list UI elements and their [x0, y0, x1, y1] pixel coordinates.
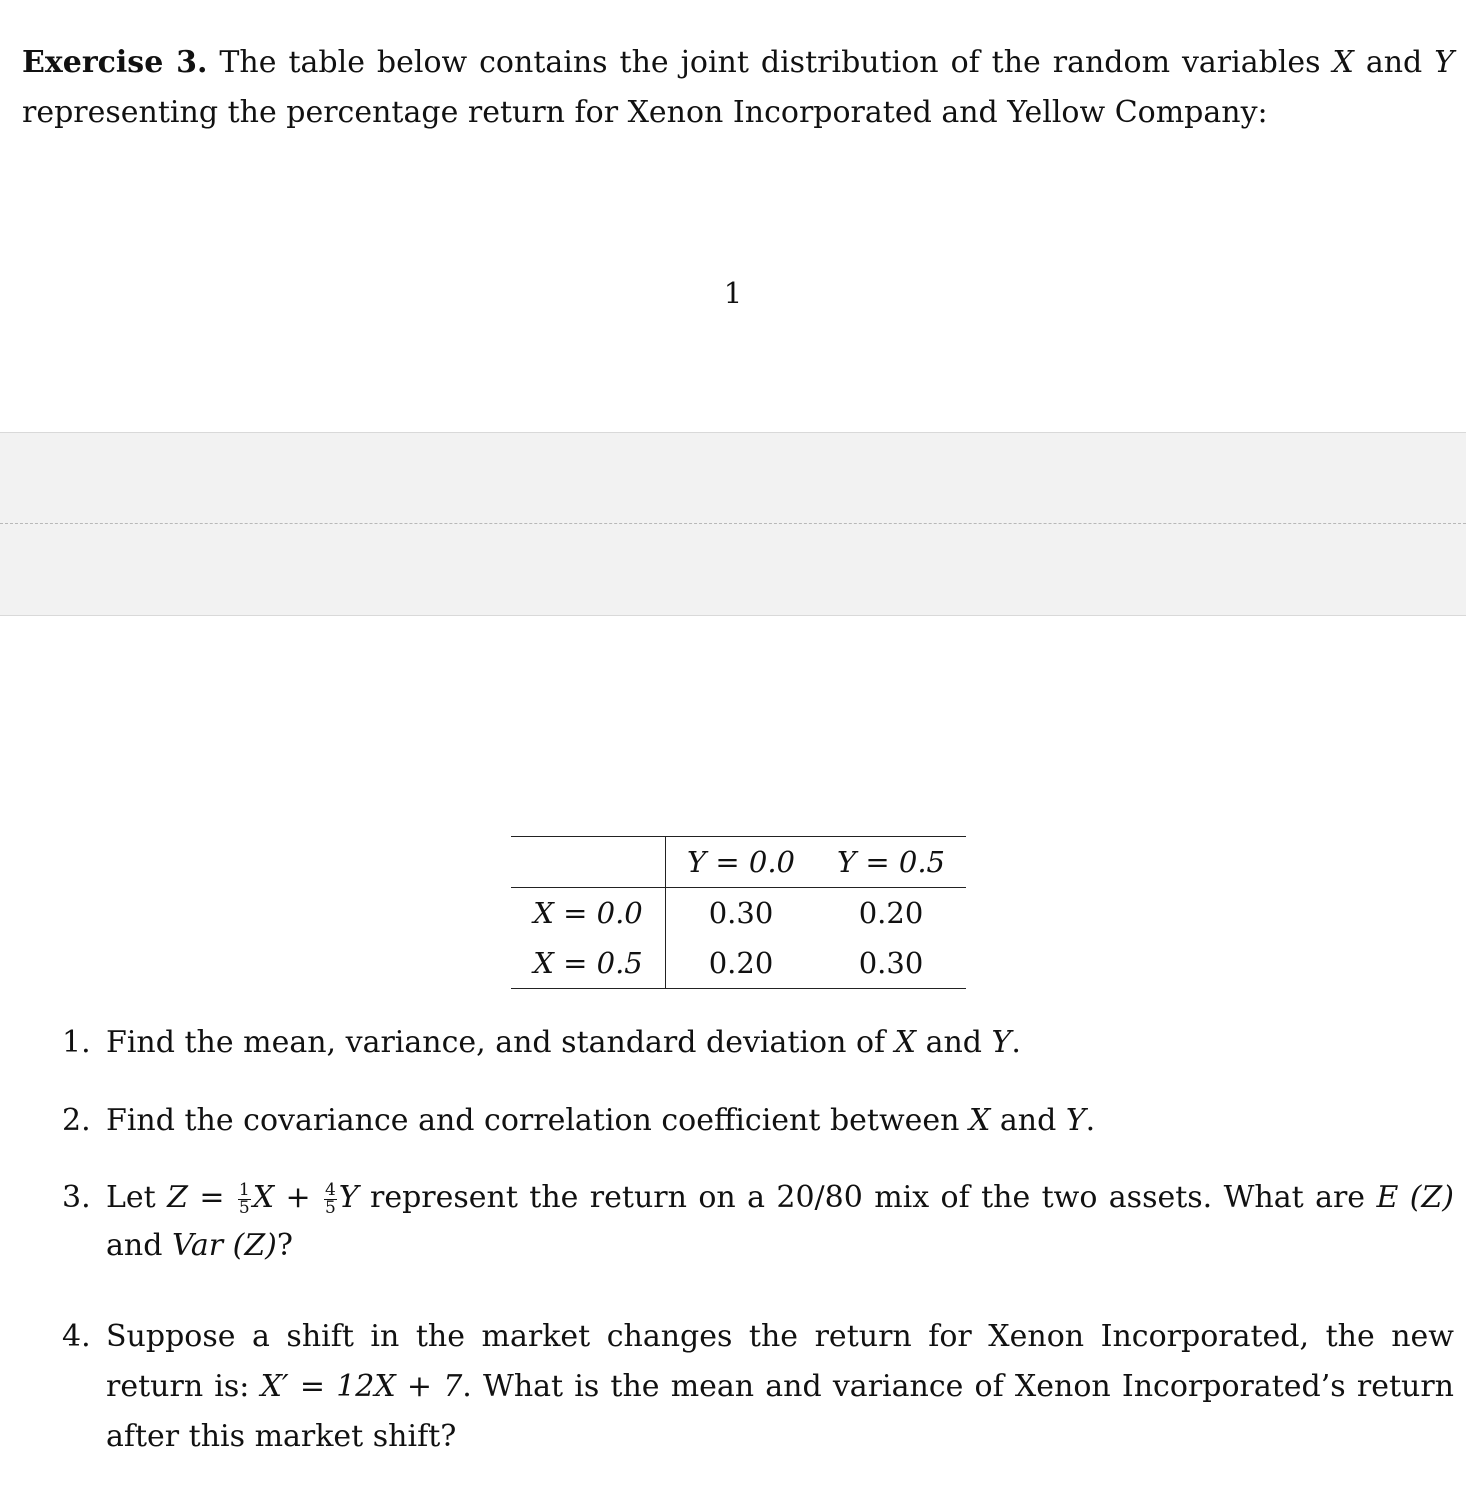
question-text: Find the mean, variance, and standard deviation of — [106, 1025, 895, 1060]
question-number: 4. — [62, 1319, 91, 1354]
table-row — [511, 888, 966, 939]
question-1 — [62, 1018, 1454, 1068]
question-var-x: X — [969, 1103, 991, 1138]
exercise-label: Exercise 3. — [22, 45, 208, 80]
question-x-plus: X + — [252, 1180, 322, 1215]
table-header-y05: Y = 0.5 — [816, 837, 966, 888]
table-cell: 0.30 — [816, 938, 966, 989]
table-cell: 0.30 — [708, 896, 774, 930]
question-let: Let — [106, 1180, 168, 1215]
fraction-four-fifths — [324, 1179, 337, 1218]
page-break — [0, 432, 1466, 616]
question-variance: Var (Z) — [171, 1228, 277, 1263]
joint-distribution-table — [511, 836, 966, 989]
table-header-row — [511, 837, 966, 888]
question-var-x: X — [894, 1025, 917, 1060]
page-number: 1 — [723, 276, 743, 310]
fraction-numerator: 4 — [324, 1179, 336, 1200]
question-4 — [62, 1312, 1454, 1462]
question-equation: X′ = 12X + 7 — [260, 1369, 463, 1404]
question-end: . — [1085, 1103, 1096, 1138]
question-end: . What is the mean and variance of Xenon Incorporated’s return after this market shift? — [106, 1369, 1454, 1454]
page-break-divider — [0, 523, 1466, 524]
question-and: and — [916, 1025, 992, 1060]
table-row-label-x05: X = 0.5 — [511, 938, 666, 989]
intro-var-x: X — [1332, 45, 1354, 80]
question-text: represent the return on a 20/80 mix of the two assets. What are — [358, 1180, 1377, 1215]
question-and: and — [106, 1228, 172, 1263]
fraction-denominator: 5 — [324, 1197, 336, 1218]
fraction-one-fifth — [238, 1179, 251, 1218]
question-number: 1. — [62, 1025, 91, 1060]
question-end: ? — [276, 1228, 293, 1263]
question-2 — [62, 1096, 1454, 1146]
table-header-y0: Y = 0.0 — [666, 837, 817, 888]
question-3 — [62, 1174, 1454, 1270]
question-list — [62, 1018, 1454, 1462]
question-end: . — [1011, 1025, 1021, 1060]
question-and: and — [990, 1103, 1066, 1138]
question-number: 3. — [62, 1180, 91, 1215]
question-number: 2. — [62, 1103, 91, 1138]
table-row — [511, 938, 966, 989]
question-var-y: Y — [338, 1180, 359, 1215]
intro-and: and — [1353, 45, 1435, 80]
intro-text-1: The table below contains the joint distribution of the random variables — [207, 45, 1333, 80]
question-var-y: Y — [1065, 1103, 1086, 1138]
table-cell: 0.20 — [666, 938, 817, 989]
fraction-numerator: 1 — [238, 1179, 250, 1200]
table-row-label-x0: X = 0.0 — [511, 888, 666, 939]
fraction-denominator: 5 — [238, 1197, 250, 1218]
exercise-intro — [22, 38, 1454, 138]
question-text: Find the covariance and correlation coefficient between — [106, 1103, 970, 1138]
question-var-y: Y — [991, 1025, 1012, 1060]
table-cell: 0.20 — [858, 896, 924, 930]
intro-var-y: Y — [1434, 45, 1455, 80]
table-corner-cell — [511, 837, 666, 888]
question-text: Suppose a shift in the market changes the return for Xenon Incorporated, the new return is: — [106, 1319, 1454, 1404]
question-z-eq: Z = — [167, 1180, 236, 1215]
intro-text-2: representing the percentage return for Xenon Incorporated and Yellow Company: — [22, 95, 1268, 130]
question-expectation: E (Z) — [1376, 1180, 1454, 1215]
